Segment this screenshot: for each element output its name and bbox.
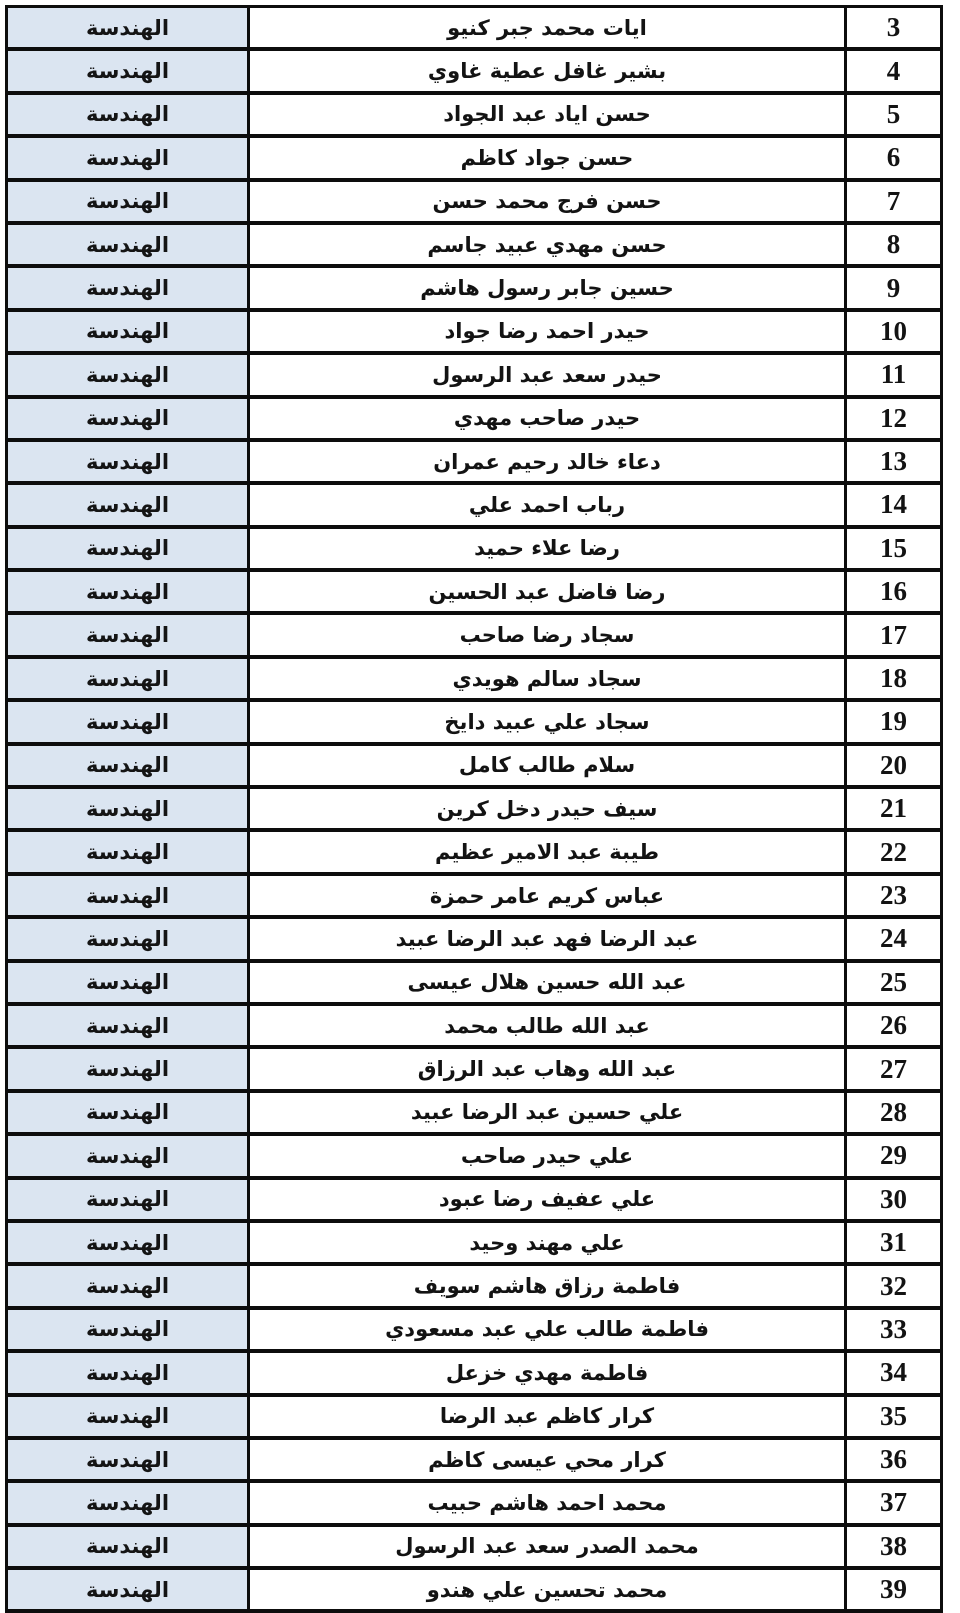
student-name-cell: محمد الصدر سعد عبد الرسول	[250, 1527, 847, 1566]
student-name-cell: دعاء خالد رحيم عمران	[250, 442, 847, 481]
table-row	[8, 1049, 940, 1092]
table-row	[8, 789, 940, 832]
student-name-cell: فاطمة رزاق هاشم سويف	[250, 1266, 847, 1305]
department-cell: الهندسة	[8, 963, 250, 1002]
row-number-cell: 22	[847, 832, 940, 871]
student-name-cell: حسين جابر رسول هاشم	[250, 268, 847, 307]
table-row	[8, 8, 940, 51]
department-cell: الهندسة	[8, 1310, 250, 1349]
table-row	[8, 1310, 940, 1353]
department-cell: الهندسة	[8, 1483, 250, 1522]
department-cell: الهندسة	[8, 572, 250, 611]
table-row	[8, 225, 940, 268]
department-cell: الهندسة	[8, 789, 250, 828]
row-number-cell: 34	[847, 1353, 940, 1392]
department-cell: الهندسة	[8, 51, 250, 90]
table-row	[8, 529, 940, 572]
department-cell: الهندسة	[8, 1397, 250, 1436]
table-row	[8, 51, 940, 94]
student-name-cell: سيف حيدر دخل كرين	[250, 789, 847, 828]
student-name-cell: عبد الرضا فهد عبد الرضا عبيد	[250, 919, 847, 958]
department-cell: الهندسة	[8, 1266, 250, 1305]
row-number-cell: 31	[847, 1223, 940, 1262]
row-number-cell: 5	[847, 95, 940, 134]
table-row	[8, 746, 940, 789]
student-name-cell: حسن اياد عبد الجواد	[250, 95, 847, 134]
student-name-cell: فاطمة طالب علي عبد مسعودي	[250, 1310, 847, 1349]
table-row	[8, 442, 940, 485]
department-cell: الهندسة	[8, 702, 250, 741]
row-number-cell: 26	[847, 1006, 940, 1045]
department-cell: الهندسة	[8, 442, 250, 481]
row-number-cell: 11	[847, 355, 940, 394]
row-number-cell: 25	[847, 963, 940, 1002]
table-row	[8, 1483, 940, 1526]
department-cell: الهندسة	[8, 615, 250, 654]
student-name-cell: حيدر صاحب مهدي	[250, 399, 847, 438]
table-row	[8, 1093, 940, 1136]
table-row	[8, 963, 940, 1006]
department-cell: الهندسة	[8, 399, 250, 438]
row-number-cell: 35	[847, 1397, 940, 1436]
table-row	[8, 1180, 940, 1223]
department-cell: الهندسة	[8, 1049, 250, 1088]
table-row	[8, 485, 940, 528]
student-name-cell: كرار محي عيسى كاظم	[250, 1440, 847, 1479]
student-name-cell: رضا علاء حميد	[250, 529, 847, 568]
student-name-cell: رباب احمد علي	[250, 485, 847, 524]
table-row	[8, 702, 940, 745]
table-row	[8, 95, 940, 138]
department-cell: الهندسة	[8, 355, 250, 394]
department-cell: الهندسة	[8, 1353, 250, 1392]
students-table	[5, 5, 943, 1613]
table-row	[8, 1223, 940, 1266]
row-number-cell: 10	[847, 312, 940, 351]
department-cell: الهندسة	[8, 1223, 250, 1262]
department-cell: الهندسة	[8, 876, 250, 915]
student-name-cell: فاطمة مهدي خزعل	[250, 1353, 847, 1392]
table-row	[8, 659, 940, 702]
department-cell: الهندسة	[8, 1570, 250, 1609]
row-number-cell: 17	[847, 615, 940, 654]
table-row	[8, 572, 940, 615]
department-cell: الهندسة	[8, 182, 250, 221]
student-name-cell: عبد الله وهاب عبد الرزاق	[250, 1049, 847, 1088]
row-number-cell: 19	[847, 702, 940, 741]
department-cell: الهندسة	[8, 529, 250, 568]
table-row	[8, 268, 940, 311]
department-cell: الهندسة	[8, 919, 250, 958]
table-row	[8, 1136, 940, 1179]
row-number-cell: 13	[847, 442, 940, 481]
department-cell: الهندسة	[8, 485, 250, 524]
row-number-cell: 6	[847, 138, 940, 177]
student-name-cell: طيبة عبد الامير عظيم	[250, 832, 847, 871]
table-row	[8, 1570, 940, 1613]
row-number-cell: 9	[847, 268, 940, 307]
table-row	[8, 832, 940, 875]
row-number-cell: 23	[847, 876, 940, 915]
row-number-cell: 16	[847, 572, 940, 611]
department-cell: الهندسة	[8, 1440, 250, 1479]
row-number-cell: 38	[847, 1527, 940, 1566]
row-number-cell: 21	[847, 789, 940, 828]
student-name-cell: رضا فاضل عبد الحسين	[250, 572, 847, 611]
department-cell: الهندسة	[8, 1093, 250, 1132]
student-name-cell: عبد الله حسين هلال عيسى	[250, 963, 847, 1002]
department-cell: الهندسة	[8, 1527, 250, 1566]
row-number-cell: 24	[847, 919, 940, 958]
student-name-cell: عبد الله طالب محمد	[250, 1006, 847, 1045]
student-name-cell: علي حيدر صاحب	[250, 1136, 847, 1175]
department-cell: الهندسة	[8, 268, 250, 307]
student-name-cell: حسن فرج محمد حسن	[250, 182, 847, 221]
row-number-cell: 8	[847, 225, 940, 264]
student-name-cell: سلام طالب كامل	[250, 746, 847, 785]
table-row	[8, 1006, 940, 1049]
student-name-cell: علي حسين عبد الرضا عبيد	[250, 1093, 847, 1132]
student-name-cell: سجاد رضا صاحب	[250, 615, 847, 654]
row-number-cell: 36	[847, 1440, 940, 1479]
table-row	[8, 355, 940, 398]
student-name-cell: عباس كريم عامر حمزة	[250, 876, 847, 915]
table-row	[8, 312, 940, 355]
row-number-cell: 33	[847, 1310, 940, 1349]
department-cell: الهندسة	[8, 138, 250, 177]
department-cell: الهندسة	[8, 659, 250, 698]
table-row	[8, 399, 940, 442]
student-name-cell: محمد احمد هاشم حبيب	[250, 1483, 847, 1522]
department-cell: الهندسة	[8, 746, 250, 785]
department-cell: الهندسة	[8, 832, 250, 871]
row-number-cell: 18	[847, 659, 940, 698]
table-row	[8, 182, 940, 225]
department-cell: الهندسة	[8, 225, 250, 264]
row-number-cell: 7	[847, 182, 940, 221]
table-row	[8, 1440, 940, 1483]
department-cell: الهندسة	[8, 8, 250, 47]
department-cell: الهندسة	[8, 312, 250, 351]
student-name-cell: علي مهند وحيد	[250, 1223, 847, 1262]
row-number-cell: 15	[847, 529, 940, 568]
student-name-cell: سجاد علي عبيد دايخ	[250, 702, 847, 741]
department-cell: الهندسة	[8, 1136, 250, 1175]
table-row	[8, 1353, 940, 1396]
table-row	[8, 1527, 940, 1570]
row-number-cell: 28	[847, 1093, 940, 1132]
row-number-cell: 20	[847, 746, 940, 785]
student-name-cell: حسن جواد كاظم	[250, 138, 847, 177]
department-cell: الهندسة	[8, 1180, 250, 1219]
student-name-cell: كرار كاظم عبد الرضا	[250, 1397, 847, 1436]
student-name-cell: محمد تحسين علي هندو	[250, 1570, 847, 1609]
row-number-cell: 4	[847, 51, 940, 90]
row-number-cell: 37	[847, 1483, 940, 1522]
student-name-cell: سجاد سالم هويدي	[250, 659, 847, 698]
table-row	[8, 1266, 940, 1309]
table-row	[8, 919, 940, 962]
row-number-cell: 32	[847, 1266, 940, 1305]
student-name-cell: ايات محمد جبر كنيو	[250, 8, 847, 47]
row-number-cell: 39	[847, 1570, 940, 1609]
student-name-cell: بشير غافل عطية غاوي	[250, 51, 847, 90]
row-number-cell: 27	[847, 1049, 940, 1088]
table-row	[8, 876, 940, 919]
student-name-cell: حسن مهدي عبيد جاسم	[250, 225, 847, 264]
department-cell: الهندسة	[8, 95, 250, 134]
table-row	[8, 615, 940, 658]
department-cell: الهندسة	[8, 1006, 250, 1045]
row-number-cell: 12	[847, 399, 940, 438]
student-name-cell: حيدر سعد عبد الرسول	[250, 355, 847, 394]
row-number-cell: 14	[847, 485, 940, 524]
row-number-cell: 3	[847, 8, 940, 47]
student-name-cell: حيدر احمد رضا جواد	[250, 312, 847, 351]
table-row	[8, 1397, 940, 1440]
student-name-cell: علي عفيف رضا عبود	[250, 1180, 847, 1219]
table-row	[8, 138, 940, 181]
row-number-cell: 30	[847, 1180, 940, 1219]
row-number-cell: 29	[847, 1136, 940, 1175]
